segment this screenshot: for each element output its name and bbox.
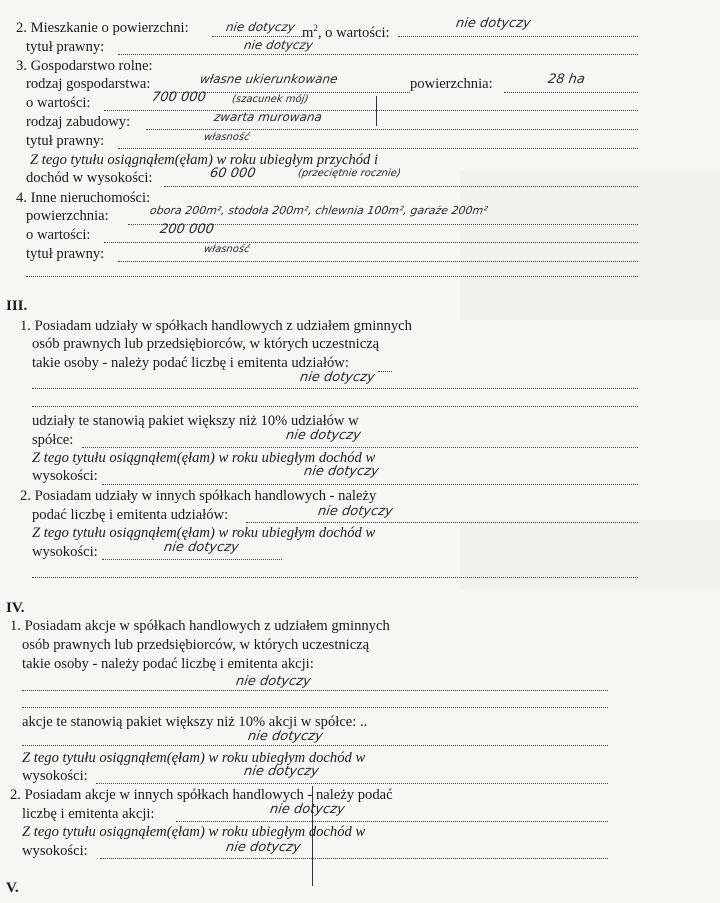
iii-p2-wys: wysokości: — [32, 544, 98, 560]
inne-header: 4. Inne nieruchomości: — [16, 190, 151, 206]
handwritten-iii-2: nie dotyczy — [284, 428, 362, 443]
section-iii: III. — [6, 298, 28, 314]
dotted-line — [102, 484, 638, 485]
iii-wysokosci: wysokości: — [32, 468, 98, 484]
zabudowy-label: rodzaj zabudowy: — [26, 114, 131, 130]
handwritten-pow: 28 ha — [546, 72, 586, 87]
iv-p2-wys: wysokości: — [22, 843, 88, 859]
handwritten-zab: zwarta murowana — [213, 110, 323, 124]
handwritten-iii-5: nie dotyczy — [162, 540, 240, 555]
gospodarstwo-header: 3. Gospodarstwo rolne: — [16, 58, 153, 74]
dotted-line — [504, 92, 638, 93]
iii-p2-l2: podać liczbę i emitenta udziałów: — [32, 507, 229, 523]
handwriting-stroke — [312, 786, 313, 886]
dotted-line — [32, 577, 638, 578]
tytul-label: tytuł prawny: — [26, 246, 105, 262]
dotted-line — [96, 783, 608, 784]
dotted-line — [26, 276, 638, 277]
iii-p1-l3: takie osoby - należy podać liczbę i emitenta udziałów: — [32, 355, 349, 371]
bleed-through-shade — [460, 520, 720, 590]
iv-p2-l1: 2. Posiadam akcje w innych spółkach handlowych - należy podać — [10, 787, 393, 803]
dotted-line — [176, 821, 608, 822]
dotted-line — [104, 110, 638, 111]
iii-udzialy2: spółce: — [32, 432, 74, 448]
section-v: V. — [6, 880, 19, 896]
dotted-line — [100, 858, 608, 859]
handwritten-tytul: własność — [203, 244, 251, 255]
dotted-line — [118, 54, 638, 55]
tytul-label: tytuł prawny: — [26, 39, 105, 55]
handwritten-iv-1: nie dotyczy — [234, 674, 312, 689]
handwritten-rodzaj: własne ukierunkowane — [199, 72, 339, 86]
iii-p1-l1: 1. Posiadam udziały w spółkach handlowych z udziałem gminnych — [20, 318, 412, 334]
handwritten-wart-note: (szacunek mój) — [231, 94, 310, 105]
iv-p2-l2: liczbę i emitenta akcji: — [22, 806, 155, 822]
dotted-line — [378, 371, 392, 372]
wartosc-label: o wartości: — [26, 227, 91, 243]
dotted-line — [22, 707, 608, 708]
handwritten-iii-3: nie dotyczy — [302, 464, 380, 479]
m2-unit: $m^2$, o wartości: — [302, 23, 390, 41]
dotted-line — [118, 148, 638, 149]
handwritten-wart: nie dotyczy — [454, 16, 532, 31]
handwritten-iv-2: nie dotyczy — [246, 729, 324, 744]
handwritten-iii-4: nie dotyczy — [316, 504, 394, 519]
dotted-line — [246, 522, 638, 523]
dotted-line — [118, 261, 638, 262]
dotted-line — [82, 447, 638, 448]
iv-wysokosci: wysokości: — [22, 768, 88, 784]
handwritten-tytul: nie dotyczy — [243, 38, 314, 52]
handwritten-doch-note: (przeciętnie rocznie) — [297, 168, 402, 179]
iv-p1-l3: takie osoby - należy podać liczbę i emitenta akcji: — [22, 656, 314, 672]
rodzaj-label: rodzaj gospodarstwa: — [26, 76, 151, 92]
tytul-label: tytuł prawny: — [26, 133, 105, 149]
handwritten-pow: nie dotyczy — [225, 20, 296, 34]
iv-p2-z-tego: Z tego tytułu osiągnąłem(ęłam) w roku ubiegłym dochód w — [22, 824, 366, 840]
dotted-line — [102, 559, 282, 560]
dotted-line — [212, 36, 304, 37]
iii-p1-l2: osób prawnych lub przedsiębiorców, w których uczestniczą — [32, 336, 380, 352]
handwritten-iii-1: nie dotyczy — [298, 370, 376, 385]
iv-p1-l1: 1. Posiadam akcje w spółkach handlowych z udziałem gminnych — [10, 618, 390, 634]
dotted-line — [32, 406, 638, 407]
dochod-label: dochód w wysokości: — [26, 170, 153, 186]
dotted-line — [104, 242, 638, 243]
powierzchnia-label: powierzchnia: — [410, 76, 493, 92]
handwritten-pow: obora 200m², stodoła 200m², chlewnia 100m², garaże 200m² — [149, 204, 489, 217]
iv-p1-l2: osób prawnych lub przedsiębiorców, w których uczestniczą — [22, 637, 370, 653]
dotted-line — [22, 690, 608, 691]
handwriting-stroke — [376, 96, 377, 126]
mieszkanie-label: 2. Mieszkanie o powierzchni: — [16, 20, 189, 36]
handwritten-wart: 700 000 — [150, 90, 207, 105]
iii-p2-z-tego: Z tego tytułu osiągnąłem(ęłam) w roku ubiegłym dochód w — [32, 525, 376, 541]
wartosc-label: o wartości: — [26, 95, 91, 111]
iii-p2-l1: 2. Posiadam udziały w innych spółkach handlowych - należy — [20, 488, 377, 504]
iv-akcje: akcje te stanowią pakiet większy niż 10% akcji w spółce: .. — [22, 714, 368, 730]
dotted-line — [32, 388, 638, 389]
dotted-line — [146, 129, 638, 130]
bleed-through-shade — [460, 170, 720, 320]
handwritten-tytul: własność — [203, 132, 251, 143]
handwritten-iv-4: nie dotyczy — [268, 802, 346, 817]
handwritten-wart: 200 000 — [158, 222, 215, 237]
dotted-line — [22, 745, 608, 746]
dotted-line — [164, 186, 638, 187]
powierzchnia-label: powierzchnia: — [26, 208, 109, 224]
przychod-label: Z tego tytułu osiągnąłem(ęłam) w roku ubiegłym przychód i — [30, 152, 379, 168]
handwritten-iv-3: nie dotyczy — [242, 764, 320, 779]
handwritten-iv-5: nie dotyczy — [224, 840, 302, 855]
iii-udzialy1: udziały te stanowią pakiet większy niż 10% udziałów w — [32, 413, 359, 429]
iv-z-tego: Z tego tytułu osiągnąłem(ęłam) w roku ubiegłym dochód w — [22, 750, 366, 766]
handwritten-doch: 60 000 — [208, 166, 257, 181]
iii-z-tego: Z tego tytułu osiągnąłem(ęłam) w roku ubiegłym dochód w — [32, 450, 376, 466]
dotted-line — [398, 36, 638, 37]
section-iv: IV. — [6, 600, 25, 616]
